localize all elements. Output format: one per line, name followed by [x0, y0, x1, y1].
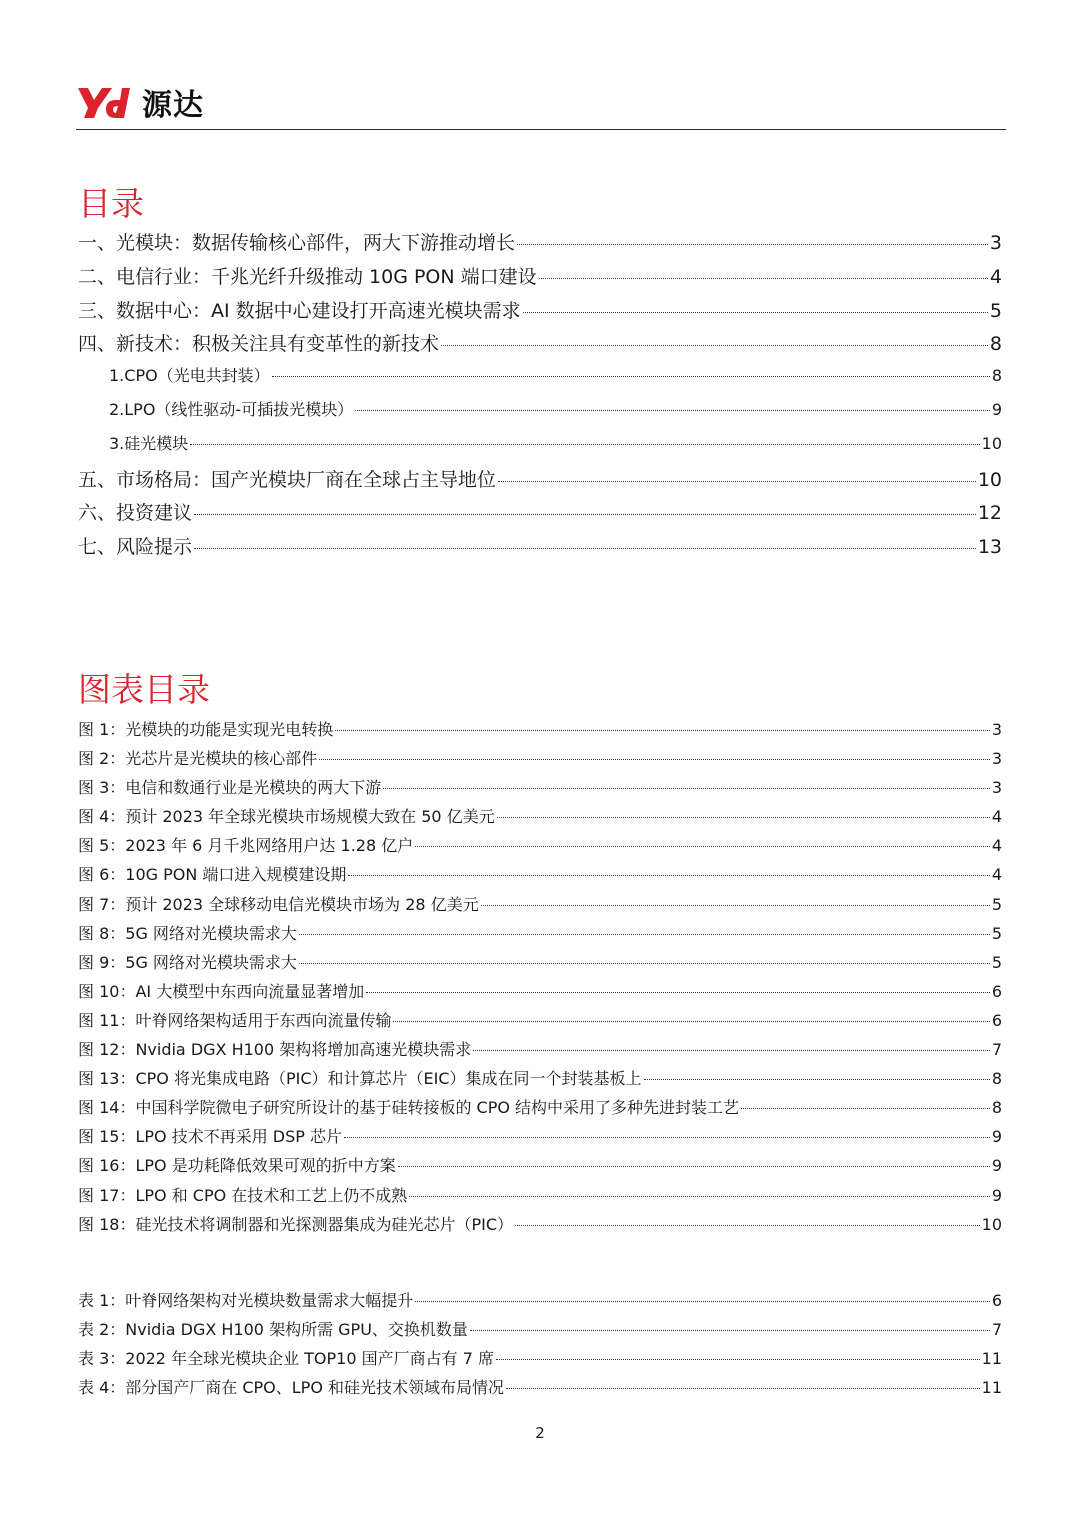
dot-leader [190, 444, 979, 445]
figure-entry-label: 图 18：硅光技术将调制器和光探测器集成为硅光芯片（PIC） [78, 1214, 513, 1234]
dot-leader [299, 963, 990, 964]
toc-entry-label: 七、风险提示 [78, 536, 193, 559]
figure-entry-label: 图 7：预计 2023 全球移动电信光模块市场为 28 亿美元 [78, 894, 479, 914]
figure-entry[interactable] [78, 1066, 1002, 1095]
toc-entry[interactable] [78, 262, 1002, 296]
figure-entry[interactable] [78, 950, 1002, 979]
figure-entry[interactable] [78, 717, 1002, 746]
toc-entry[interactable] [78, 465, 1002, 499]
dot-leader [409, 1196, 990, 1197]
toc-entry-page: 10 [977, 468, 1002, 491]
table-entry-page: 11 [981, 1378, 1002, 1398]
dot-leader [741, 1108, 990, 1109]
dot-leader [335, 730, 990, 731]
figure-entry-label: 图 6：10G PON 端口进入规模建设期 [78, 865, 347, 885]
figure-entry-label: 图 15：LPO 技术不再采用 DSP 芯片 [78, 1127, 342, 1147]
dot-leader [398, 1166, 990, 1167]
yd-logo-icon [76, 82, 138, 122]
toc-subentry[interactable] [78, 397, 1002, 431]
dot-leader [441, 345, 988, 346]
figure-entry-label: 图 3：电信和数通行业是光模块的两大下游 [78, 778, 382, 798]
figure-entry-page: 8 [991, 1069, 1002, 1089]
toc-entry[interactable] [78, 296, 1002, 330]
dot-leader [319, 759, 990, 760]
dot-leader [348, 875, 989, 876]
toc-entry-page: 13 [977, 536, 1002, 559]
toc-subentry[interactable] [78, 363, 1002, 397]
figure-entry[interactable] [78, 1153, 1002, 1182]
toc-entry-page: 5 [989, 299, 1002, 322]
figure-entry-page: 6 [991, 1010, 1002, 1030]
figure-entry[interactable] [78, 1212, 1002, 1241]
toc-entry-label: 三、数据中心：AI 数据中心建设打开高速光模块需求 [78, 299, 521, 322]
dot-leader [344, 1137, 990, 1138]
figure-entry-page: 9 [991, 1185, 1002, 1205]
figure-entry-label: 图 11：叶脊网络架构适用于东西向流量传输 [78, 1010, 392, 1030]
figure-entry[interactable] [78, 833, 1002, 862]
toc-entry-page: 3 [989, 232, 1002, 254]
toc-entry-page: 4 [989, 265, 1002, 288]
figure-entry-page: 4 [991, 836, 1002, 856]
table-entry-page: 6 [991, 1291, 1002, 1310]
dot-leader [539, 278, 988, 279]
figure-entry-page: 7 [991, 1040, 1002, 1060]
dot-leader [272, 376, 990, 377]
dot-leader [415, 846, 990, 847]
table-entry[interactable] [78, 1288, 1002, 1317]
figure-entry[interactable] [78, 892, 1002, 921]
dot-leader [383, 788, 990, 789]
figures-title: 图表目录 [78, 670, 210, 709]
figure-entry-page: 8 [991, 1098, 1002, 1118]
figure-entry[interactable] [78, 804, 1002, 833]
figure-entry-label: 图 5：2023 年 6 月千兆网络用户达 1.28 亿户 [78, 836, 414, 856]
figure-entry[interactable] [78, 775, 1002, 804]
figure-entry-page: 9 [991, 1156, 1002, 1176]
dot-leader [415, 1301, 990, 1302]
figure-entry-page: 6 [991, 981, 1002, 1001]
brand-name: 源达 [142, 88, 204, 123]
table-entry-label: 表 1：叶脊网络架构对光模块数量需求大幅提升 [78, 1291, 414, 1310]
table-entry-page: 7 [991, 1320, 1002, 1340]
toc-entry[interactable] [78, 498, 1002, 532]
page-header [76, 78, 1006, 132]
figure-entry-page: 9 [991, 1127, 1002, 1147]
table-entry[interactable] [78, 1375, 1002, 1404]
toc-entry-page: 8 [989, 333, 1002, 356]
figure-entry-label: 图 14：中国科学院微电子研究所设计的基于硅转接板的 CPO 结构中采用了多种先进封装工艺 [78, 1098, 740, 1118]
figure-entry[interactable] [78, 1037, 1002, 1066]
figure-entry[interactable] [78, 979, 1002, 1008]
figure-entry-page: 3 [991, 749, 1002, 769]
figure-entry[interactable] [78, 1124, 1002, 1153]
table-entry[interactable] [78, 1346, 1002, 1375]
figure-entry-page: 10 [981, 1214, 1002, 1234]
dot-leader [496, 1359, 980, 1360]
table-entry-label: 表 4：部分国产厂商在 CPO、LPO 和硅光技术领域布局情况 [78, 1378, 505, 1398]
figure-entry-page: 3 [991, 778, 1002, 798]
figure-entry-label: 图 17：LPO 和 CPO 在技术和工艺上仍不成熟 [78, 1185, 408, 1205]
figure-entry-label: 图 2：光芯片是光模块的核心部件 [78, 749, 318, 769]
figure-entry-label: 图 16：LPO 是功耗降低效果可观的折中方案 [78, 1156, 396, 1176]
figure-entry-label: 图 1：光模块的功能是实现光电转换 [78, 720, 334, 739]
figure-entry-page: 5 [991, 894, 1002, 914]
dot-leader [194, 514, 976, 515]
toc-entry-label: 一、光模块：数据传输核心部件，两大下游推动增长 [78, 232, 516, 254]
dot-leader [393, 1021, 989, 1022]
figure-entry[interactable] [78, 1183, 1002, 1212]
dot-leader [497, 817, 990, 818]
toc-entry-page: 8 [991, 366, 1002, 386]
table-entry-label: 表 2：Nvidia DGX H100 架构所需 GPU、交换机数量 [78, 1320, 468, 1340]
figure-entry-label: 图 4：预计 2023 年全球光模块市场规模大致在 50 亿美元 [78, 807, 495, 827]
figure-entry-label: 图 13：CPO 将光集成电路（PIC）和计算芯片（EIC）集成在同一个封装基板上 [78, 1069, 642, 1089]
dot-leader [481, 905, 990, 906]
dot-leader [194, 548, 976, 549]
toc-entry-page: 12 [977, 502, 1002, 525]
toc-entry-label: 四、新技术：积极关注具有变革性的新技术 [78, 333, 440, 356]
table-entry-page: 11 [981, 1349, 1002, 1369]
toc-entry-label: 3.硅光模块 [109, 433, 189, 453]
figure-list [78, 717, 1002, 1241]
dot-leader [644, 1079, 990, 1080]
dot-leader [506, 1388, 980, 1389]
dot-leader [517, 244, 988, 245]
toc-entry-label: 二、电信行业：千兆光纤升级推动 10G PON 端口建设 [78, 265, 537, 288]
dot-leader [355, 410, 990, 411]
toc-entry-label: 1.CPO（光电共封装） [109, 366, 270, 386]
figure-entry[interactable] [78, 1095, 1002, 1124]
figure-entry-page: 4 [991, 807, 1002, 827]
dot-leader [473, 1050, 990, 1051]
toc-entry[interactable] [78, 532, 1002, 566]
dot-leader [366, 992, 990, 993]
table-entry[interactable] [78, 1317, 1002, 1346]
toc-list [78, 228, 1002, 566]
toc-entry[interactable] [78, 228, 1002, 262]
figure-entry-page: 5 [991, 923, 1002, 943]
figure-entry[interactable] [78, 746, 1002, 775]
dot-leader [498, 481, 976, 482]
toc-entry-label: 2.LPO（线性驱动-可插拔光模块） [109, 399, 354, 419]
toc-entry-label: 五、市场格局：国产光模块厂商在全球占主导地位 [78, 468, 497, 491]
page-number: 2 [535, 1424, 545, 1442]
toc-subentry[interactable] [78, 431, 1002, 465]
table-list [78, 1288, 1002, 1404]
figure-entry-page: 3 [991, 720, 1002, 739]
toc-entry-page: 9 [991, 399, 1002, 419]
toc-entry-page: 10 [981, 433, 1002, 453]
figure-entry[interactable] [78, 1008, 1002, 1037]
header-divider [76, 129, 1006, 130]
figure-entry-label: 图 12：Nvidia DGX H100 架构将增加高速光模块需求 [78, 1040, 472, 1060]
toc-entry[interactable] [78, 329, 1002, 363]
table-entry-label: 表 3：2022 年全球光模块企业 TOP10 国产厂商占有 7 席 [78, 1349, 494, 1369]
figure-entry-label: 图 8：5G 网络对光模块需求大 [78, 923, 297, 943]
figure-entry-label: 图 10：AI 大模型中东西向流量显著增加 [78, 981, 365, 1001]
dot-leader [470, 1330, 990, 1331]
dot-leader [523, 312, 988, 313]
figure-entry[interactable] [78, 862, 1002, 891]
dot-leader [299, 934, 990, 935]
figure-entry-page: 5 [991, 952, 1002, 972]
figure-entry[interactable] [78, 921, 1002, 950]
figure-entry-label: 图 9：5G 网络对光模块需求大 [78, 952, 297, 972]
brand-logo [76, 78, 204, 126]
toc-entry-label: 六、投资建议 [78, 502, 193, 525]
toc-title: 目录 [78, 184, 144, 223]
figure-entry-page: 4 [991, 865, 1002, 885]
dot-leader [515, 1225, 980, 1226]
